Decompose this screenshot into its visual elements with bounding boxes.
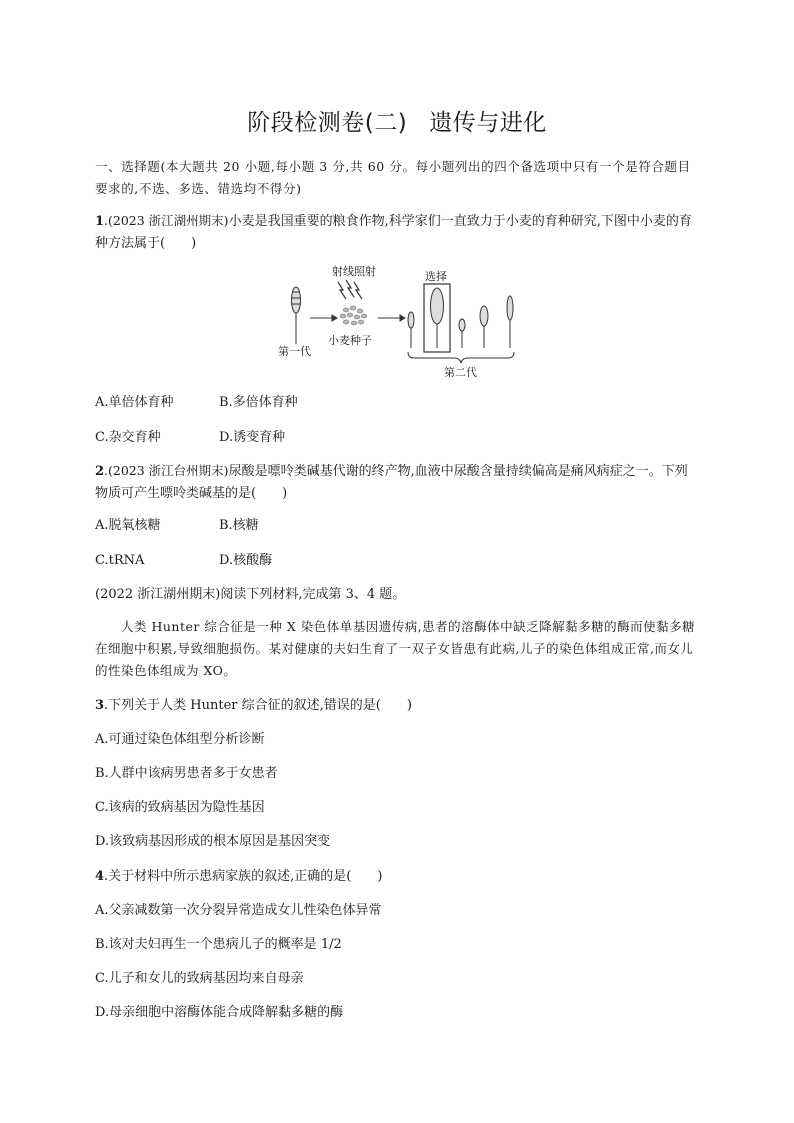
option-d[interactable]: D.该致病基因形成的根本原因是基因突变 <box>95 834 331 849</box>
option-c[interactable]: C.该病的致病基因为隐性基因 <box>95 800 265 815</box>
section-heading: 一、选择题(本大题共 20 小题,每小题 3 分,共 60 分。每小题列出的四个备选项中只有一个是符合题目要求的,不选、多选、错选均不得分) <box>95 159 691 196</box>
options-row <box>95 517 259 535</box>
wheat-second-generation-icons <box>408 284 513 352</box>
question-number: 1 <box>95 214 105 229</box>
option-a[interactable]: A.单倍体育种 <box>95 395 174 410</box>
option-b[interactable]: B.核糖 <box>219 518 259 533</box>
option-c[interactable]: C.儿子和女儿的致病基因均来自母亲 <box>95 971 304 986</box>
question-source: .(2023 浙江台州期末) <box>104 463 229 478</box>
option-d[interactable]: D.核酸酶 <box>219 553 273 568</box>
brace-icon <box>408 352 514 363</box>
material-text: 人类 Hunter 综合征是一种 X 染色体单基因遗传病,患者的溶酶体中缺乏降解黏多糖的酶而使黏多糖在细胞中积累,导致细胞损伤。某对健康的夫妇生育了一双子女皆患有此病,儿子的染色体组成正常,而女儿的性染色体组成为 XO。 <box>95 619 696 678</box>
options-row <box>95 394 298 412</box>
option-c[interactable]: C.tRNA <box>95 553 145 568</box>
options-row <box>95 429 286 447</box>
label-radiation: 射线照射 <box>332 265 376 278</box>
wheat-seeds-icon <box>340 306 367 325</box>
option-b[interactable]: B.人群中该病男患者多于女患者 <box>95 766 278 781</box>
option-d[interactable]: D.诱变育种 <box>219 430 286 445</box>
title-sub: 遗传与进化 <box>429 110 547 136</box>
radiation-rays-icon <box>338 280 362 299</box>
question-stem: 尿酸是嘌呤类碱基代谢的终产物,血液中尿酸含量持续偏高是痛风病症之一。下列物质可产生嘌呤类碱基的是( ) <box>95 464 688 501</box>
question-1 <box>95 210 700 255</box>
label-select: 选择 <box>425 270 447 283</box>
option-c[interactable]: C.杂交育种 <box>95 430 161 445</box>
wheat-first-generation-icon <box>291 287 301 344</box>
question-number: 3 <box>95 698 105 713</box>
question-number: 4 <box>95 869 105 884</box>
arrow-right-icon <box>378 315 405 321</box>
options-row <box>95 552 273 570</box>
arrow-right-icon <box>310 315 337 321</box>
question-4 <box>95 868 382 886</box>
option-a[interactable]: A.可通过染色体组型分析诊断 <box>95 732 265 747</box>
question-stem: 小麦是我国重要的粮食作物,科学家们一直致力于小麦的育种研究,下图中小麦的育种方法属于( ) <box>95 214 692 251</box>
question-2 <box>95 460 700 505</box>
option-a[interactable]: A.脱氧核糖 <box>95 518 161 533</box>
material-intro: (2022 浙江湖州期末)阅读下列材料,完成第 3、4 题。 <box>95 587 406 602</box>
question-source: .(2023 浙江湖州期末) <box>104 213 229 228</box>
wheat-breeding-figure <box>270 262 530 382</box>
option-a[interactable]: A.父亲减数第一次分裂异常造成女儿性染色体异常 <box>95 903 382 918</box>
label-wheat-seed: 小麦种子 <box>328 334 372 347</box>
option-b[interactable]: B.多倍体育种 <box>219 395 298 410</box>
page-title <box>0 104 794 137</box>
title-main: 阶段检测卷(二) <box>247 110 408 136</box>
label-first-generation: 第一代 <box>278 345 311 358</box>
question-stem: .下列关于人类 Hunter 综合征的叙述,错误的是( ) <box>104 698 412 713</box>
question-3 <box>95 697 412 715</box>
label-second-generation: 第二代 <box>444 366 477 379</box>
question-number: 2 <box>95 464 105 479</box>
question-stem: .关于材料中所示患病家族的叙述,正确的是( ) <box>104 869 383 884</box>
option-d[interactable]: D.母亲细胞中溶酶体能合成降解黏多糖的酶 <box>95 1005 344 1020</box>
option-b[interactable]: B.该对夫妇再生一个患病儿子的概率是 1/2 <box>95 937 342 952</box>
